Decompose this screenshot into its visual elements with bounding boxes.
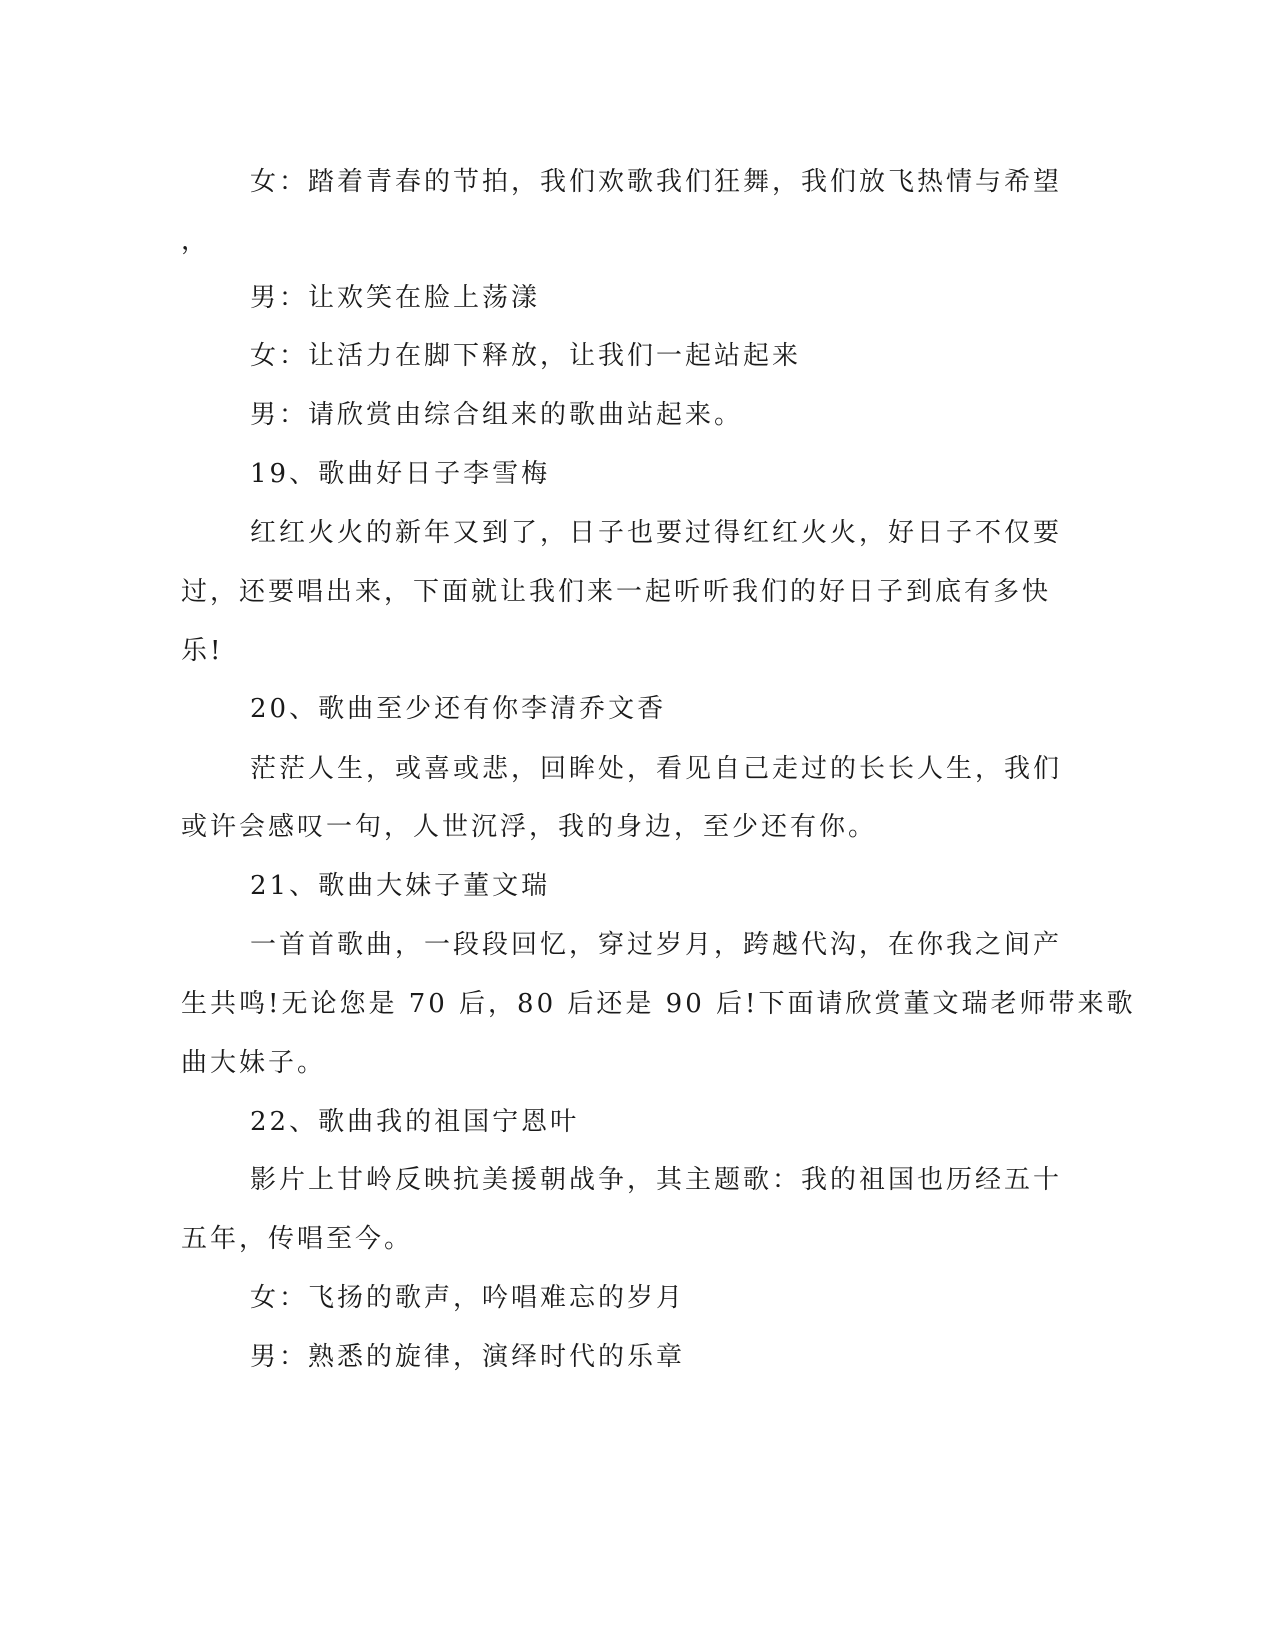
continuation-line: ， (181, 226, 211, 256)
song-heading-22: 22、歌曲我的祖国宁恩叶 (250, 1107, 580, 1137)
dialogue-line-male: 男：熟悉的旋律，演绎时代的乐章 (250, 1342, 686, 1372)
dialogue-line-male: 男：让欢笑在脸上荡漾 (250, 283, 541, 313)
paragraph-line: 影片上甘岭反映抗美援朝战争，其主题歌：我的祖国也历经五十 (250, 1165, 1063, 1195)
paragraph-line: 乐! (181, 636, 224, 666)
dialogue-line-male: 男：请欣赏由综合组来的歌曲站起来。 (250, 400, 744, 430)
song-heading-21: 21、歌曲大妹子董文瑞 (250, 871, 551, 901)
song-heading-19: 19、歌曲好日子李雪梅 (250, 459, 551, 489)
paragraph-line: 或许会感叹一句，人世沉浮，我的身边，至少还有你。 (181, 812, 878, 842)
paragraph-line: 一首首歌曲，一段段回忆，穿过岁月，跨越代沟，在你我之间产 (250, 930, 1063, 960)
paragraph-line: 曲大妹子。 (181, 1048, 327, 1078)
dialogue-line-female: 女：让活力在脚下释放，让我们一起站起来 (250, 341, 802, 371)
paragraph-line: 五年，传唱至今。 (181, 1224, 414, 1254)
song-heading-20: 20、歌曲至少还有你李清乔文香 (250, 694, 667, 724)
dialogue-line-female: 女：踏着青春的节拍，我们欢歌我们狂舞，我们放飞热情与希望 (250, 167, 1063, 197)
paragraph-line: 红红火火的新年又到了，日子也要过得红红火火，好日子不仅要 (250, 518, 1063, 548)
paragraph-line: 茫茫人生，或喜或悲，回眸处，看见自己走过的长长人生，我们 (250, 754, 1063, 784)
paragraph-line: 生共鸣!无论您是 70 后，80 后还是 90 后!下面请欣赏董文瑞老师带来歌 (181, 989, 1136, 1019)
paragraph-line: 过，还要唱出来，下面就让我们来一起听听我们的好日子到底有多快 (181, 577, 1052, 607)
dialogue-line-female: 女：飞扬的歌声，吟唱难忘的岁月 (250, 1283, 686, 1313)
